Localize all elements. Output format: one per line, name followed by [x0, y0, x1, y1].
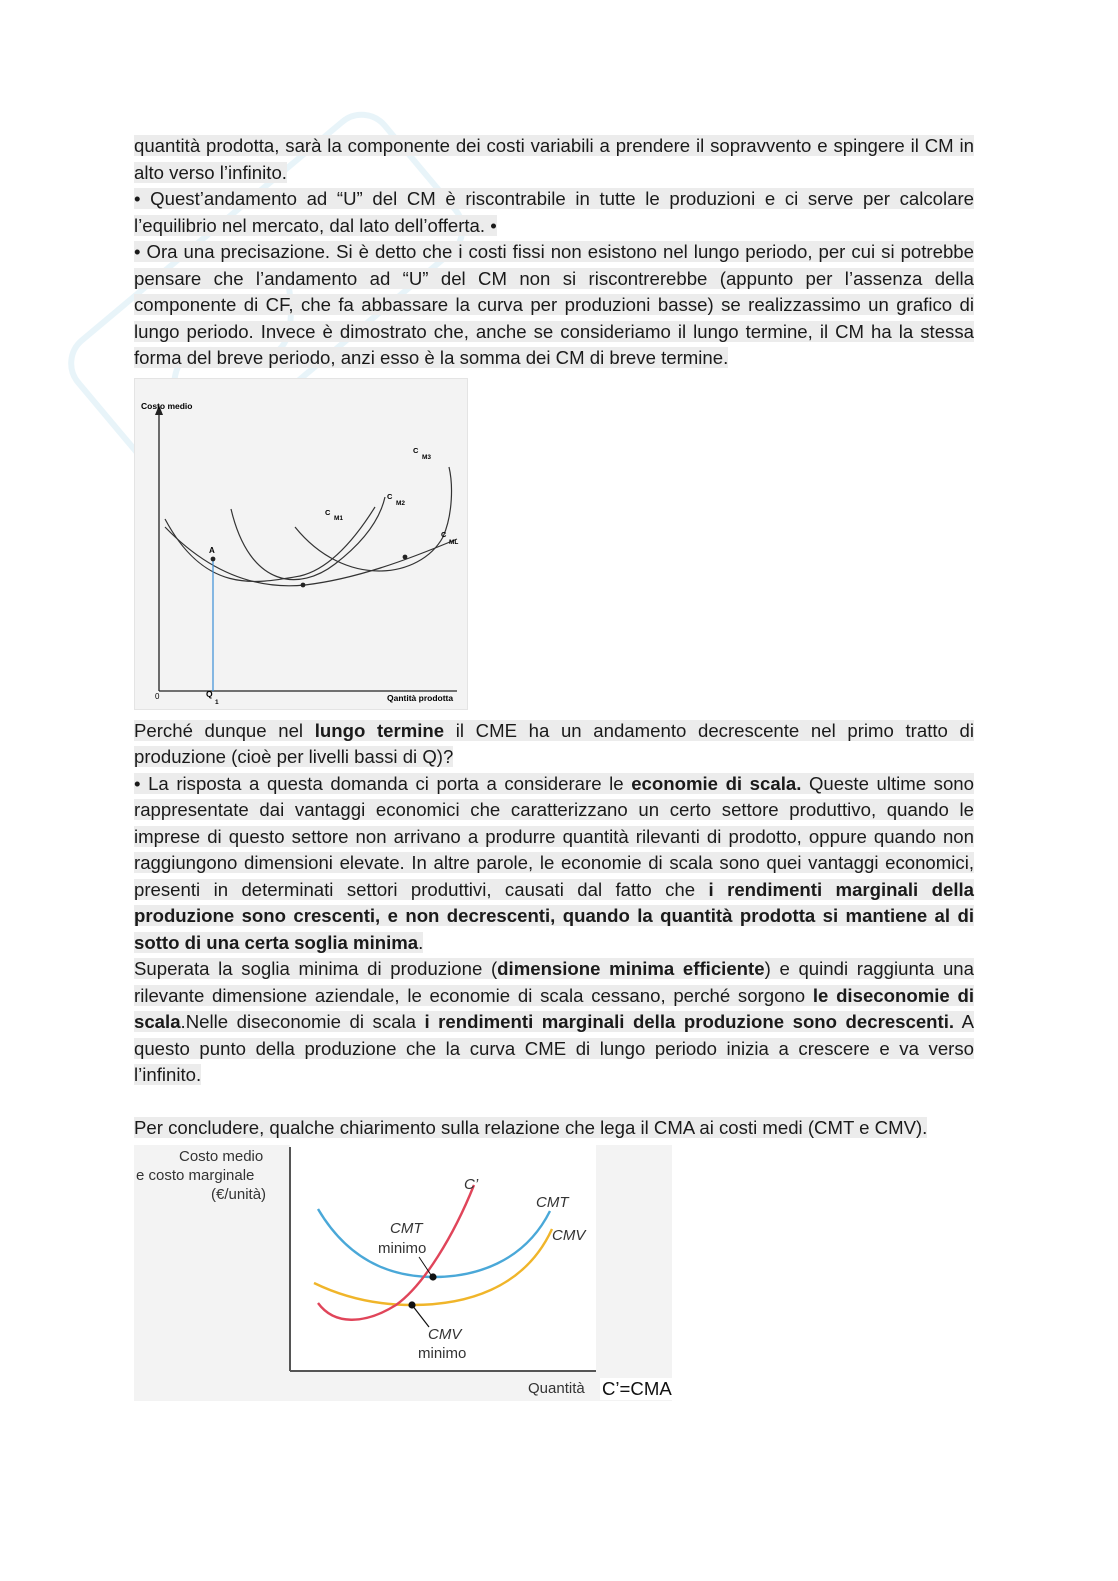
y-axis-label: Costo medio [141, 400, 193, 411]
cm3-subscript: M3 [422, 453, 432, 461]
cm1-label: C [325, 507, 331, 517]
curve-cm1 [165, 507, 375, 581]
paragraph-1: quantità prodotta, sarà la componente dei costi variabili a prendere il sopravvento e spingere il CM in alto verso l’infinito. [134, 135, 974, 183]
cmv-min-label-1: CMV [428, 1326, 462, 1343]
curve-cm2 [231, 497, 385, 580]
cm1-subscript: M1 [334, 514, 344, 522]
paragraph-2: • Quest’andamento ad “U” del CM è riscontrabile in tutte le produzioni e ci serve per calcolare l’equilibrio nel mercato, dal lato dell’offerta. • [134, 188, 974, 236]
marginal-average-cost-chart [134, 1145, 672, 1401]
marginal-cost-label: C’ [464, 1176, 479, 1193]
y-label-line2: e costo marginale [136, 1167, 255, 1184]
long-run-cost-chart [135, 379, 467, 709]
x-axis-label: Qantità prodotta [387, 692, 454, 703]
paragraph-7: Per concludere, qualche chiarimento sulla relazione che lega il CMA ai costi medi (CMT e CMV). [134, 1116, 928, 1138]
cml-label: C [441, 529, 447, 539]
cml-subscript: ML [449, 538, 459, 546]
paragraph-6: Superata la soglia minima di produzione (dimensione minima efficiente) e quindi raggiunta una rilevante dimensione aziendale, le economie di scala cessano, perché sorgono le diseconomie di scala.Nelle diseconomie di scala i rendimenti marginali della produzione sono decrescenti. A questo punto della produzione che la curva CME di lungo periodo inizia a crescere e va verso l’infinito. [134, 958, 974, 1085]
y-label-line3: (€/unità) [211, 1186, 267, 1203]
paragraph-4: Perché dunque nel lungo termine il CME ha un andamento decrescente nel primo tratto di produzione (cioè per livelli bassi di Q)? [134, 719, 974, 767]
cmv-label: CMV [552, 1227, 586, 1244]
paragraph-5: • La risposta a questa domanda ci porta a considerare le economie di scala. Queste ultime sono rappresentate dai vantaggi economici che caratterizzano un certo settore produttivo, quando le imprese di questo settore non arrivano a produrre quantità rilevanti di prodotto, oppure quando non raggiungono dimensioni elevate. In altre parole, le economie di scala sono quei vantaggi economici, presenti in determinati settori produttivi, causati dal fatto che i rendimenti marginali della produzione sono crescenti, e non decrescenti, quando la quantità prodotta si mantiene al di sotto di una certa soglia minima. [134, 772, 975, 953]
figure-caption: C’=CMA [602, 1378, 672, 1399]
paragraph-3: • Ora una precisazione. Si è detto che i costi fissi non esistono nel lungo periodo, per cui si potrebbe pensare che l’andamento ad “U” del CM non si riscontrerebbe (appunto per l’assenza della componente di CF, che fa abbassare la curva per produzioni basse) se realizzassimo un grafico di lungo periodo. Invece è dimostrato che, anche se consideriamo il lungo termine, il CM ha la stessa forma del breve periodo, anzi esso è la somma dei CM di breve termine. [134, 241, 974, 368]
cmt-label: CMT [536, 1194, 569, 1211]
min-point-dot [301, 582, 306, 587]
document-page [134, 133, 974, 1401]
origin-label: 0 [155, 691, 160, 701]
marginal-vs-average-cost-figure [134, 1145, 672, 1401]
tangent-point-dot [403, 554, 408, 559]
q1-label: Q [206, 688, 213, 699]
q1-subscript: 1 [215, 698, 219, 706]
cm2-label: C [387, 491, 393, 501]
x-axis-label: Quantità [528, 1380, 585, 1397]
cm3-label: C [413, 445, 419, 455]
cmt-min-label-1: CMT [390, 1220, 423, 1237]
long-run-average-cost-figure [134, 378, 468, 710]
point-a-label: A [209, 545, 215, 555]
cm2-subscript: M2 [396, 499, 406, 507]
y-label-line1: Costo medio [179, 1148, 264, 1165]
cmt-min-label-2: minimo [378, 1240, 427, 1257]
point-a-dot [211, 556, 216, 561]
cmv-min-label-2: minimo [418, 1345, 467, 1362]
curve-cm3 [295, 467, 451, 571]
